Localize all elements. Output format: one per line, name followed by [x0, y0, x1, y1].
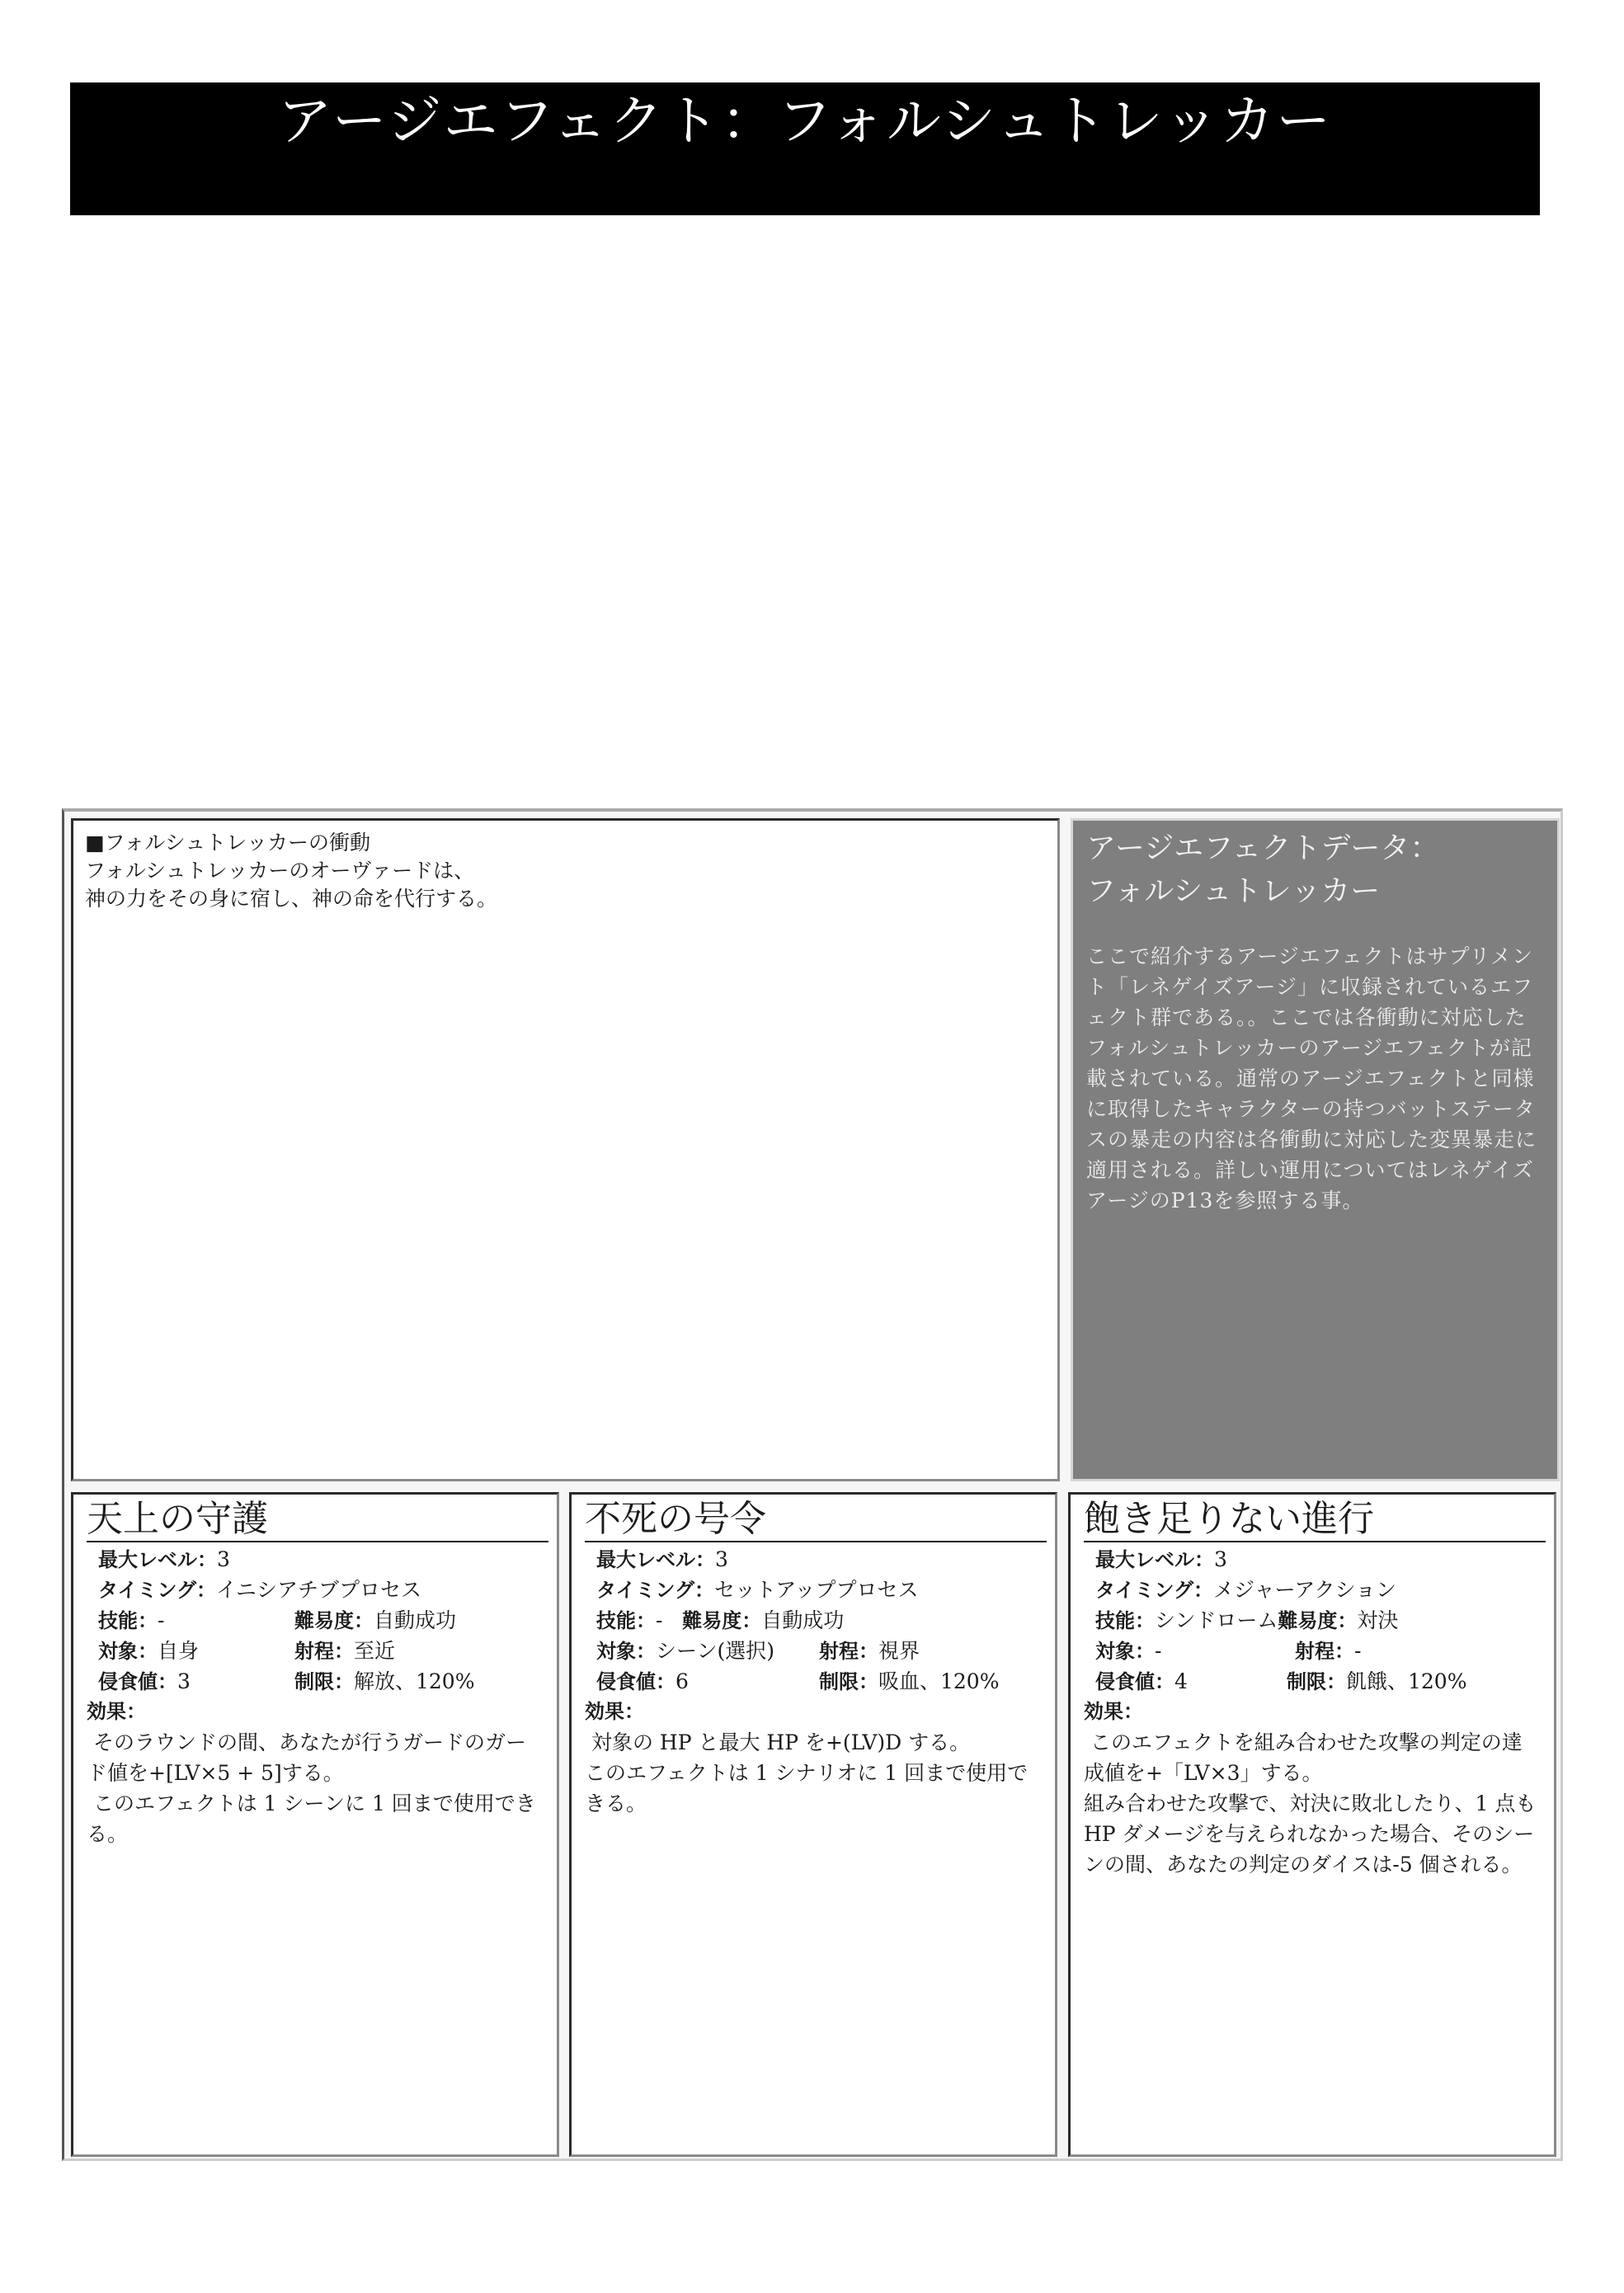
- effect-label: 効果：: [87, 1700, 146, 1723]
- data-panel-title: アージエフェクトデータ：: [1086, 831, 1440, 865]
- effect-label: 効果：: [1084, 1700, 1143, 1723]
- effect-label: 効果：: [585, 1700, 644, 1723]
- effect-name: 天上の守護: [87, 1498, 548, 1542]
- skill-row: 技能：- 難易度：自動成功: [98, 1608, 457, 1632]
- data-panel-body: ここで紹介するアージエフェクトはサプリメント「レネゲイズアージ」に収録されているエフェクト群である。。ここでは各衝動に対応したフォルシュトレッカーのアージエフェクトが記載されている。通常のアージエフェクトと同様に取得したキャラクターの持つバットステータスの暴走の内容は各衝動に対応した変異暴走に適用される。詳しい運用についてはレネゲイズアージのP13を参照する事。: [1086, 944, 1537, 1212]
- erosion-row: 侵食値：3 制限：解放、120%: [98, 1669, 475, 1693]
- effect-card-akitarinai-shinkou: [1068, 1492, 1556, 2157]
- max-level-row: 最大レベル：3: [98, 1547, 230, 1571]
- target-row: 対象：自身 射程：至近: [98, 1639, 396, 1663]
- effect-name: 飽き足りない進行: [1084, 1498, 1546, 1542]
- effect-card-fushi-no-gourei: [569, 1492, 1057, 2157]
- erosion-row: 侵食値：6 制限：吸血、120%: [596, 1669, 1000, 1693]
- effect-text: そのラウンドの間、あなたが行うガードのガード値を+[LV×5 + 5]する。: [87, 1730, 526, 1785]
- timing-row: タイミング：メジャーアクション: [1095, 1578, 1397, 1602]
- page-title: アージエフェクト：フォルシュトレッカー: [277, 89, 1333, 153]
- data-panel-subtitle: フォルシュトレッカー: [1086, 874, 1381, 908]
- title-bar: [70, 82, 1540, 215]
- target-row: 対象：- 射程：-: [1095, 1639, 1362, 1663]
- effect-name: 不死の号令: [585, 1498, 1047, 1542]
- intro-line: 神の力をその身に宿し、神の命を代行する。: [85, 887, 498, 911]
- target-row: 対象：シーン(選択) 射程：視界: [596, 1639, 920, 1663]
- intro-line: フォルシュトレッカーのオーヴァードは、: [85, 859, 475, 883]
- effect-text: 対象の HP と最大 HP を+(LV)D する。: [591, 1730, 971, 1754]
- effect-text: このエフェクトを組み合わせた攻撃の判定の達成値を+「LV×3」する。: [1084, 1730, 1523, 1785]
- skill-row: 技能：シンドローム難易度：対決: [1095, 1608, 1399, 1632]
- effect-card-tenjou-no-shugo: [71, 1492, 559, 2157]
- max-level-row: 最大レベル：3: [1095, 1547, 1227, 1571]
- timing-row: タイミング：イニシアチブプロセス: [98, 1578, 422, 1602]
- effect-text: 組み合わせた攻撃で、対決に敗北したり、1 点も HP ダメージを与えられなかった場合、そのシーンの間、あなたの判定のダイスは-5 個される。: [1084, 1792, 1537, 1876]
- effect-text: このエフェクトは 1 シナリオに 1 回まで使用できる。: [585, 1761, 1029, 1815]
- effect-text: このエフェクトは 1 シーンに 1 回まで使用できる。: [87, 1792, 536, 1846]
- skill-row: 技能：- 難易度：自動成功: [596, 1608, 845, 1632]
- intro-heading: ■フォルシュトレッカーの衝動: [85, 831, 370, 855]
- effect-sheet: [62, 808, 1563, 2161]
- urge-intro-box: [71, 818, 1060, 1481]
- timing-row: タイミング：セットアッププロセス: [596, 1578, 919, 1602]
- max-level-row: 最大レベル：3: [596, 1547, 728, 1571]
- erosion-row: 侵食値：4 制限：飢餓、120%: [1095, 1669, 1467, 1693]
- effect-data-panel: [1071, 818, 1560, 1481]
